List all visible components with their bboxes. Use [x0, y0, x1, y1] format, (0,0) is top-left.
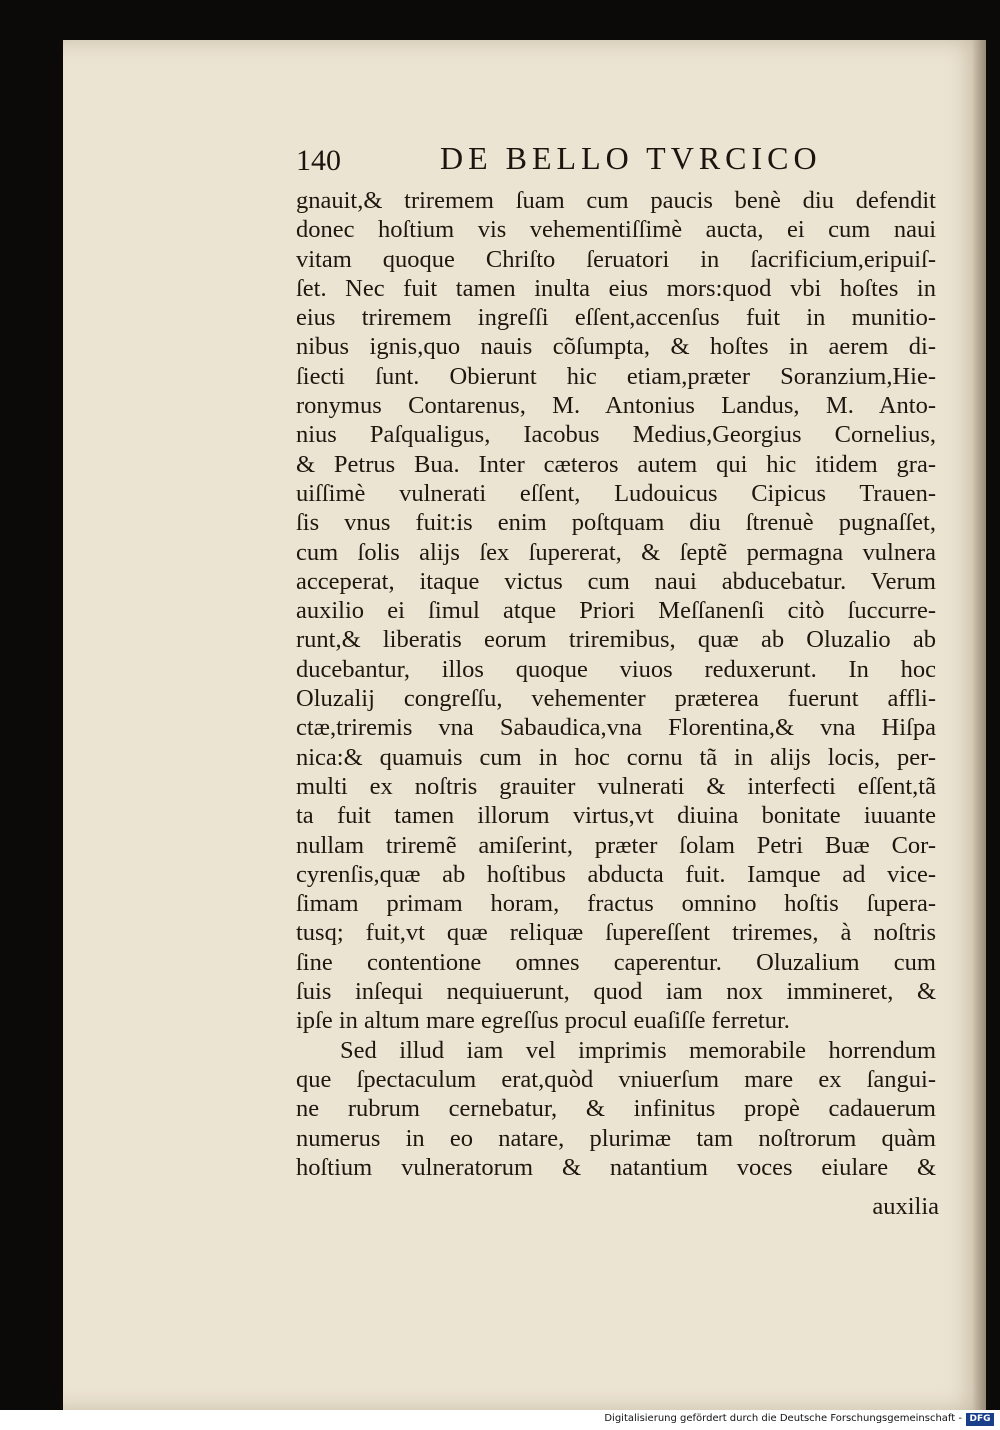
text-line: ſet. Nec fuit tamen inulta eius mors:quod vbi hoſtes in [296, 274, 936, 302]
text-line: nibus ignis,quo nauis cõſumpta, & hoſtes in aerem di- [296, 333, 936, 361]
text-line: ſiecti ſunt. Obierunt hic etiam,præter Soranzium,Hie- [296, 362, 936, 390]
body-text [296, 186, 936, 1182]
text-line: ſimam primam horam, fractus omnino hoſtis ſupera- [296, 890, 936, 918]
text-line: vitam quoque Chriſto ſeruatori in ſacrificium,eripuiſ- [296, 245, 936, 273]
text-line: ta fuit tamen illorum virtus,vt diuina bonitate iuuante [296, 802, 936, 830]
text-line: que ſpectaculum erat,quòd vniuerſum mare ex ſangui- [296, 1065, 936, 1093]
text-line: Oluzalij congreſſu, vehementer præterea fuerunt affli- [296, 685, 936, 713]
page-number: 140 [296, 144, 341, 177]
text-line: ſuis inſequi nequiuerunt, quod iam nox immineret, & [296, 978, 936, 1006]
text-line: gnauit,& triremem ſuam cum paucis benè diu defendit [296, 187, 936, 214]
text-line: multi ex noſtris grauiter vulnerati & interfecti eſſent,tã [296, 772, 936, 800]
footer-credit: Digitalisierung gefördert durch die Deutsche Forschungsgemeinschaft - [604, 1413, 962, 1424]
text-line: ctæ,triremis vna Sabaudica,vna Florentina,& vna Hiſpa [296, 714, 936, 742]
text-line: ipſe in altum mare egreſſus procul euaſiſſe ferretur. [296, 1007, 790, 1035]
text-line: donec hoſtium vis vehementiſſimè aucta, ei cum naui [296, 216, 936, 244]
digitization-footer [0, 1410, 1000, 1430]
dfg-logo-icon: DFG [966, 1413, 994, 1426]
page-gutter-shadow [972, 40, 986, 1410]
text-line: numerus in eo natare, plurimæ tam noſtrorum quàm [296, 1124, 936, 1152]
text-line: eius triremem ingreſſi eſſent,accenſus fuit in munitio- [296, 304, 936, 332]
text-line: hoſtium vulneratorum & natantium voces eiulare & [296, 1153, 936, 1181]
page-header [296, 140, 936, 184]
text-line: tusq; fuit,vt quæ reliquæ ſupereſſent triremes, à noſtris [296, 919, 936, 947]
text-line: ſine contentione omnes caperentur. Oluzalium cum [296, 948, 936, 976]
running-title: DE BELLO TVRCICO [440, 140, 822, 176]
text-line: ne rubrum cernebatur, & infinitus propè cadauerum [296, 1095, 936, 1123]
text-line: nica:& quamuis cum in hoc cornu tã in alijs locis, per- [296, 743, 936, 771]
text-line: cyrenſis,quæ ab hoſtibus abducta fuit. Iamque ad vice- [296, 860, 936, 888]
text-line: nullam triremẽ amiſerint, præter ſolam Petri Buæ Cor- [296, 831, 936, 859]
text-line: auxilio ei ſimul atque Priori Meſſanenſi citò ſuccurre- [296, 597, 936, 625]
text-line: acceperat, itaque victus cum naui abducebatur. Verum [296, 567, 936, 595]
text-line: nius Paſqualigus, Iacobus Medius,Georgius Cornelius, [296, 421, 936, 449]
text-line: uiſſimè vulnerati eſſent, Ludouicus Cipicus Trauen- [296, 479, 936, 507]
text-line: & Petrus Bua. Inter cæteros autem qui hic itidem gra- [296, 450, 936, 478]
catchword: auxilia [872, 1193, 939, 1220]
text-line: ronymus Contarenus, M. Antonius Landus, M. Anto- [296, 392, 936, 420]
paragraph-start-line: Sed illud iam vel imprimis memorabile horrendum [340, 1036, 936, 1064]
text-line: cum ſolis alijs ſex ſupererat, & ſeptẽ permagna vulnera [296, 538, 936, 566]
text-line: runt,& liberatis eorum triremibus, quæ ab Oluzalio ab [296, 626, 936, 654]
text-line: ducebantur, illos quoque viuos reduxerunt. In hoc [296, 655, 936, 683]
text-line: ſis vnus fuit:is enim poſtquam diu ſtrenuè pugnaſſet, [296, 509, 936, 537]
